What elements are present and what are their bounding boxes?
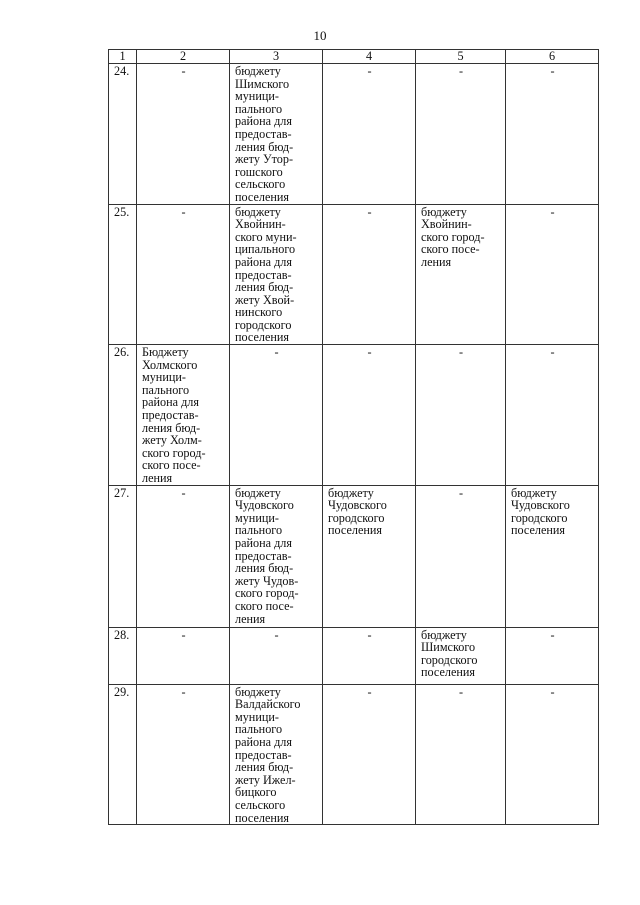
table-cell: -	[416, 684, 506, 825]
row-number-cell: 25.	[109, 204, 137, 345]
column-header: 2	[137, 50, 230, 64]
table-cell: -	[416, 345, 506, 486]
table-cell: -	[230, 345, 323, 486]
column-header: 4	[323, 50, 416, 64]
table-cell: -	[416, 485, 506, 627]
table-cell: -	[323, 64, 416, 205]
allocation-table	[108, 49, 599, 825]
table-cell: -	[323, 684, 416, 825]
row-number-cell: 29.	[109, 684, 137, 825]
column-header: 1	[109, 50, 137, 64]
header-row	[109, 50, 599, 64]
table-cell: -	[323, 627, 416, 684]
table-cell: бюджету Валдайского муници- пального района для предостав- ления бюд- жету Ижел- бицкого сельского поселения	[230, 684, 323, 825]
table-row	[109, 64, 599, 205]
table-cell: -	[416, 64, 506, 205]
table-row	[109, 204, 599, 345]
row-number-cell: 27.	[109, 485, 137, 627]
table-cell: -	[506, 345, 599, 486]
table-cell: -	[137, 684, 230, 825]
table-cell: -	[506, 64, 599, 205]
column-header: 3	[230, 50, 323, 64]
table-cell: бюджету Чудовского городского поселения	[506, 485, 599, 627]
page-number: 10	[313, 28, 327, 43]
table-cell: -	[137, 204, 230, 345]
table-cell: -	[323, 204, 416, 345]
table-cell: бюджету Хвойнин- ского муни- ципального района для предостав- ления бюд- жету Хвой- нинского городского поселения	[230, 204, 323, 345]
row-number-cell: 24.	[109, 64, 137, 205]
table-cell: -	[137, 64, 230, 205]
table-cell: бюджету Чудовского муници- пального района для предостав- ления бюд- жету Чудов- ского город- ского посе- ления	[230, 485, 323, 627]
table-cell: бюджету Хвойнин- ского город- ского посе- ления	[416, 204, 506, 345]
table-row	[109, 627, 599, 684]
table-cell: -	[506, 627, 599, 684]
table-cell: бюджету Шимского городского поселения	[416, 627, 506, 684]
row-number-cell: 26.	[109, 345, 137, 486]
table-cell: бюджету Шимского муници- пального района для предостав- ления бюд- жету Утор- гошского сельского поселения	[230, 64, 323, 205]
column-header: 5	[416, 50, 506, 64]
table-cell: -	[506, 204, 599, 345]
table-cell: Бюджету Холмского муници- пального района для предостав- ления бюд- жету Холм- ского город- ского посе- ления	[137, 345, 230, 486]
table-cell: -	[323, 345, 416, 486]
table-cell: -	[230, 627, 323, 684]
column-header: 6	[506, 50, 599, 64]
row-number-cell: 28.	[109, 627, 137, 684]
table-row	[109, 345, 599, 486]
table-cell: -	[506, 684, 599, 825]
table-cell: -	[137, 485, 230, 627]
table-cell: бюджету Чудовского городского поселения	[323, 485, 416, 627]
table-row	[109, 684, 599, 825]
table-row	[109, 485, 599, 627]
table-cell: -	[137, 627, 230, 684]
